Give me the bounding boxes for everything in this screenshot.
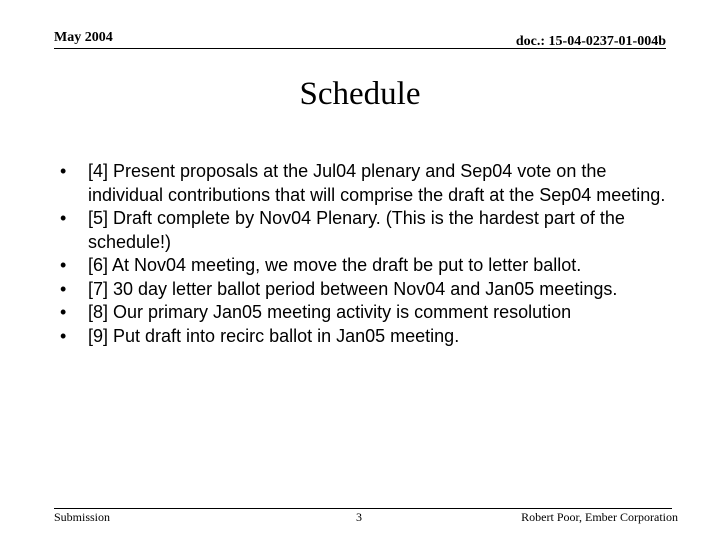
bullet-list (58, 160, 678, 348)
bullet-dot-icon: • (60, 278, 67, 299)
bullet-text: [4] Present proposals at the Jul04 plenary and Sep04 vote on the individual contributions that will comprise the draft at the Sep04 meeting. (88, 161, 666, 205)
slide-title: Schedule (299, 76, 421, 112)
bullet-text: [6] At Nov04 meeting, we move the draft be put to letter ballot. (88, 255, 582, 275)
bullet-item (58, 160, 678, 207)
bullet-item (58, 254, 678, 278)
bullet-dot-icon: • (60, 302, 67, 322)
header-date: May 2004 (54, 30, 113, 45)
bullet-text: [8] Our primary Jan05 meeting activity is comment resolution (88, 302, 572, 322)
bullet-dot-icon: • (60, 161, 67, 181)
bullet-item (58, 301, 678, 325)
footer-submission: Submission (54, 510, 111, 524)
footer-author: Robert Poor, Ember Corporation (521, 510, 678, 524)
footer-divider (54, 508, 672, 509)
bullet-item (58, 278, 678, 302)
bullet-dot-icon: • (60, 255, 67, 275)
bullet-item (58, 325, 678, 349)
footer-page-number: 3 (356, 510, 362, 524)
bullet-dot-icon: • (60, 325, 67, 346)
header-doc-id: doc.: 15-04-0237-01-004b (515, 34, 666, 49)
header-divider (54, 48, 666, 49)
bullet-text: [5] Draft complete by Nov04 Plenary. (This is the hardest part of the schedule!) (88, 208, 625, 252)
bullet-item (58, 207, 678, 254)
bullet-dot-icon: • (60, 208, 67, 228)
bullet-text: [9] Put draft into recirc ballot in Jan05 meeting. (88, 325, 460, 346)
bullet-text: [7] 30 day letter ballot period between Nov04 and Jan05 meetings. (88, 278, 618, 299)
